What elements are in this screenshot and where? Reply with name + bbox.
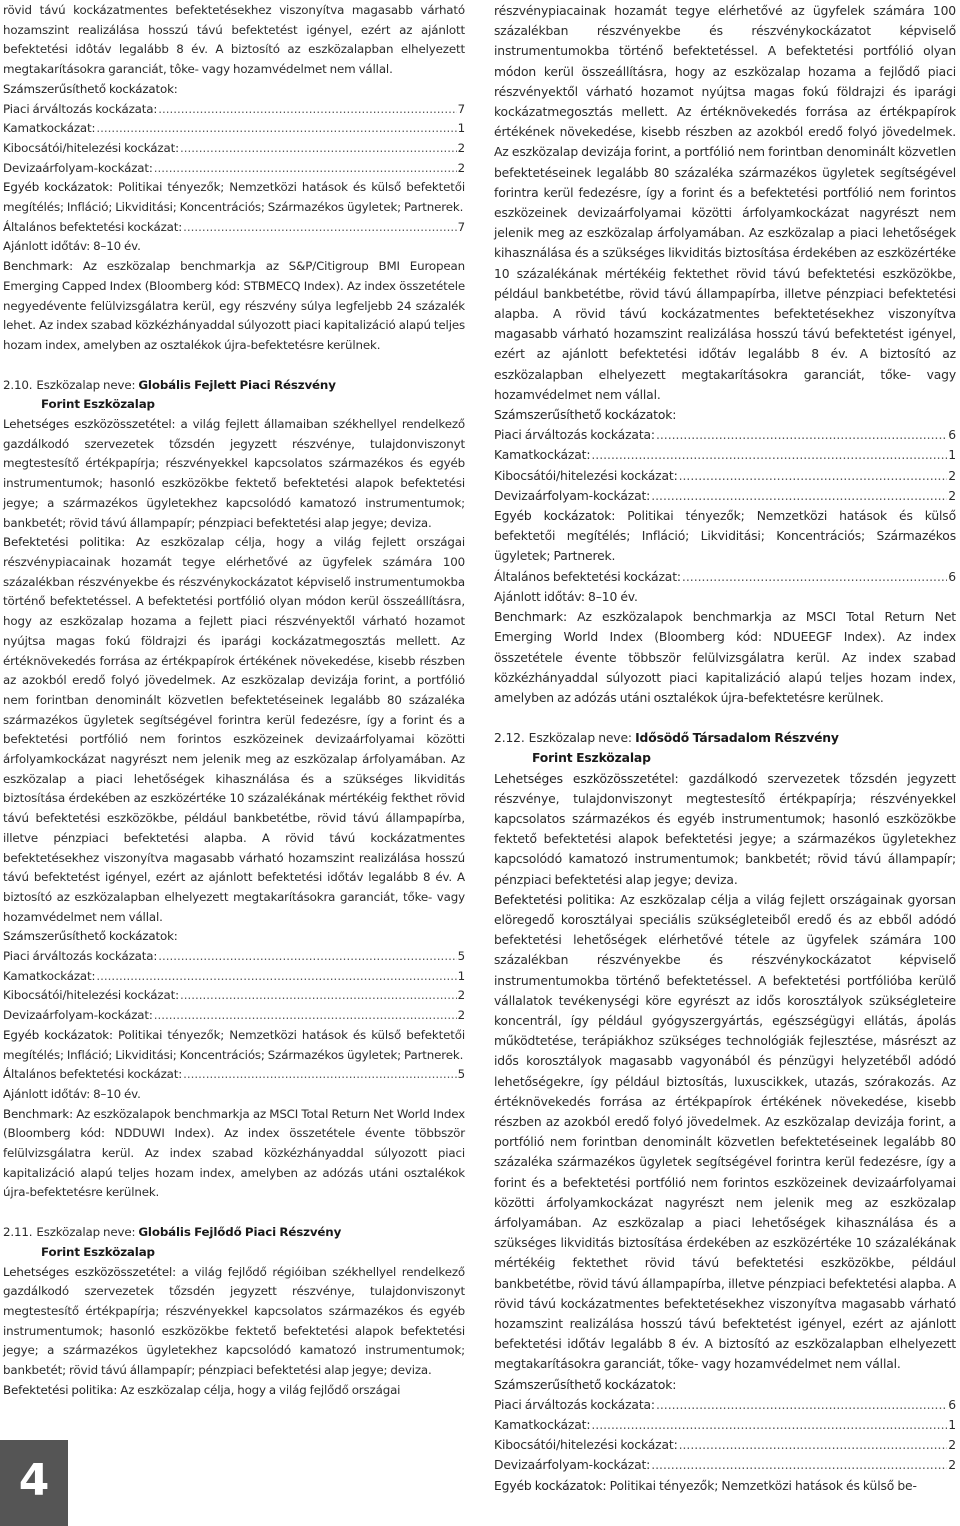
other-risks — [3, 1026, 465, 1065]
general-risk-label: Általános befektetési kockázat: — [494, 569, 681, 584]
other-risks-label: Egyéb kockázatok: — [3, 1027, 113, 1042]
composition-label: Lehetséges eszközösszetétel: — [494, 771, 679, 786]
benchmark-label: Benchmark: — [3, 259, 73, 274]
composition-text: a világ fejlődő régióiban székhellyel rendelkező gazdálkodó szervezetek tőzsdén jegyzett részvénye, tulajdonviszonyt megtestesítő értékpapírja; részvényekkel kapcsolatos származékos és egyéb instrumentumok; hasonló eszközökbe fektető befektetési alapok befektetési jegye; a származékos ügyletekhez kapcsolódó kamatozó instrumentumok; bankbetét; rövid távú állampapír; pénzpiaci befektetési alap jegye; deviza. — [3, 1264, 465, 1378]
benchmark-text: Az eszközalap benchmarkja az S&P/Citigroup BMI European Emerging Capped Index (Bloomberg kód: STBMECQ Index). Az index összetétele negyedévente felülvizsgálatra kerül, egy részvény súlya legfeljebb 24 százalék lehet. Az index szabad közkézhányaddal súlyozott piaci kapitalizáció alapú teljes hozam index, amelyben az osztalékok újra-befektetésre kerülnek. — [3, 259, 465, 352]
general-risk-row — [494, 567, 956, 587]
risk-row — [494, 1455, 956, 1475]
section-heading-2-12: 2.12. Eszközalap neve: Idősödő Társadalom Részvény — [494, 731, 839, 746]
fund-name-line2: Forint Eszközalap — [41, 397, 155, 412]
risk-value: 1 — [948, 1418, 956, 1433]
risk-row — [3, 947, 465, 967]
risk-label: Kamatkockázat: — [3, 121, 96, 136]
risk-label: Piaci árváltozás kockázata: — [494, 1397, 655, 1412]
other-risks-label: Egyéb kockázatok: — [3, 180, 113, 195]
risk-row — [494, 1415, 956, 1435]
section-heading-2-10: 2.10. Eszközalap neve: Globális Fejlett Piaci Részvény — [3, 377, 336, 392]
risk-label: Devizaárfolyam-kockázat: — [494, 488, 651, 503]
composition-paragraph — [494, 769, 956, 890]
policy-paragraph — [3, 1381, 465, 1401]
other-risks-text: Politikai tényezők; Nemzetközi hatások és külső befektetői megítélés; Infláció; Likviditási; Koncentrációs; Származékos ügyletek; Partnerek. — [494, 509, 956, 564]
risk-row — [3, 100, 465, 120]
risk-value: 5 — [457, 949, 465, 964]
policy-paragraph — [3, 533, 465, 927]
general-risk-value: 7 — [457, 219, 465, 234]
page-number: 4 — [0, 1440, 68, 1526]
risk-value: 7 — [457, 101, 465, 116]
risk-row — [3, 139, 465, 159]
other-risks-label: Egyéb kockázatok: — [494, 509, 616, 524]
risk-value: 2 — [457, 988, 465, 1003]
risk-value: 2 — [948, 1458, 956, 1473]
policy-continuation: részvénypiacainak hozamát tegye elérhetővé az ügyfelek számára 100 százalékban részvényekbe és részvénykockázatot képviselő instrumentumokba történő befektetéssel. A befektetési portfólió olyan módon kerül összeállításra, hogy az eszközalap hozama a fejlődő piaci részvényektől várható hozamot nyújtsa magas fokú földrajzi és iparági kockázatmegosztás mellett. Az értéknövekedés forrása az értékpapírok értékének növekedése, kisebb részben az azokból eredő folyó jövedelmek. Az eszközalap devizája forint, a portfólió nem forintban denominált közvetlen befektetéseinek legalább 80 százaléka származékos ügyletek segítségével forintra kerül fedezésre, így a forint és a befektetési portfólió nem forintos eszközeinek devizaárfolyamai közötti árfolyamkockázat nagyrészt nem jelenik meg az eszközalap árfolyamában. Az eszközalap a piaci lehetőségek kihasználása és a szükséges likviditás biztosítása érdekében az eszközértéke 10 százalékának mértékéig fektethet rövid távú befektetési eszközökbe, például bankbetétbe, rövid távú állampapírba, illetve pénzpiaci befektetési alapba. A rövid távú kockázatmentes befektetésekhez viszonyítva magasabb várható hozamszint realizálása hosszú távú befektetést igényel, ezért az ajánlott befektetési időtáv legalább 8 év. A biztosító az eszközalapban elhelyezett megtakarításokra garanciát, tőke- vagy hozamvédelmet nem vállal. — [494, 4, 956, 402]
policy-text: Az eszközalap célja a világ fejlett országainak gyorsan elöregedő korosztályai speciális szükségleteiből eredő és az ebből adódó befektetési lehetőségek elérhetővé tétele az ügyfelek számára 100 százalékban részvényekbe és részvénykockázatot képviselő instrumentumokba történő befektetéssel. A befektetési portfólióba kerülő vállalatok tevékenységi köre egyrészt az idős korosztályok szükségleteire koncentrál, így például gyógyszergyártás, egészségügyi ellátás, ápolás működtetése, terápiákhoz szükséges technológiák fejlesztése, másrészt az idős korosztályok magasabb vagyonából és pénzügyi helyzetéből adódó lehetőségekre, így például biztosítás, luxuscikkek, utazás, szórakozás. Az értéknövekedés forrása az értékpapírok értékének növekedése, kisebb részben az azokból eredő folyó jövedelmek. Az eszközalap devizája forint, a portfólió nem forintban denominált közvetlen befektetéseinek legalább 80 százaléka származékos ügyletek segítségével forintra kerül fedezésre, így a forint és a befektetési portfólió nem forintos eszközeinek devizaárfolyamai közötti árfolyamkockázat nagyrészt nem jelenik meg az eszközalap árfolyamában. Az eszközalap a piaci lehetőségek kihasználása és a szükséges likviditás biztosítása érdekében az eszközértéke 10 százalékának mértékéig fektethet rövid távú befektetési eszközökbe, például bankbetétbe, rövid távú állampapírba, illetve pénzpiaci befektetési alapba. A rövid távú kockázatmentes befektetésekhez viszonyítva magasabb várható hozamszint realizálása hosszú távú befektetést igényel, ezért az ajánlott befektetési időtáv legalább 8 év. A biztosító az eszközalapban elhelyezett megtakarításokra garanciát, tőke- vagy hozamvédelmet nem vállal. — [494, 892, 956, 1372]
section-heading-2-11: 2.11. Eszközalap neve: Globális Fejlődő Piaci Részvény — [3, 1225, 342, 1240]
quant-risks-title: Számszerűsíthető kockázatok: — [494, 1377, 677, 1392]
composition-text: gazdálkodó szervezetek tőzsdén jegyzett részvénye, tulajdonviszonyt megtestesítő értékpapírja; részvényekkel kapcsolatos származékos és egyéb instrumentumok; hasonló eszközökbe fektető befektetési alapok befektetési jegye; a származékos ügyletekhez kapcsolódó kamatozó instrumentumok; bankbetét; rövid távú állampapír; pénzpiaci befektetési alap jegye; deviza. — [494, 771, 956, 887]
composition-label: Lehetséges eszközösszetétel: — [3, 1264, 176, 1279]
risk-label: Kamatkockázat: — [494, 1418, 591, 1433]
general-risk-label: Általános befektetési kockázat: — [3, 219, 183, 234]
recommended-horizon: Ajánlott időtáv: 8–10 év. — [3, 1086, 141, 1101]
policy-text: Az eszközalap célja, hogy a világ fejlett országai részvénypiacainak hozamát tegye elérhetővé az ügyfelek számára 100 százalékban részvényekbe és részvénykockázatot képviselő instrumentumokba történő befektetéssel. A befektetési portfólió olyan módon kerül összeállításra, hogy az eszközalap hozama a fejlett piaci részvényektől várható hozamot nyújtsa magas fokú földrajzi és iparági kockázatmegosztás mellett. Az értéknövekedés forrása az értékpapírok értékének növekedése, kisebb részben az azokból eredő folyó jövedelmek. Az eszközalap devizája forint, a portfólió nem forintban denominált közvetlen befektetéseinek legalább 80 százaléka származékos ügyletek segítségével forintra kerül fedezésre, így a forint és a befektetési portfólió nem forintos eszközeinek devizaárfolyamai közötti árfolyamkockázat nagyrészt nem jelenik meg az eszközalap árfolyamában. Az eszközalap a piaci lehetőségek kihasználása és a szükséges likviditás biztosítása érdekében az eszközértéke 10 százalékának mértékéig fekthet rövid távú befektetési eszközökbe, például bankbetétbe, rövid távú állampapírba, illetve pénzpiaci befektetési alapba. A rövid távú kockázatmentes befektetésekhez viszonyítva magasabb várható hozamszint realizálása hosszú távú befektetést igényel, ezért az ajánlott befektetési időtáv legalább 8 év. A biztosító az eszközalapban elhelyezett megtakarításokra garanciát, tőke- vagy hozamvédelmet nem vállal. — [3, 535, 466, 924]
composition-paragraph — [3, 415, 465, 533]
fund-name-line2: Forint Eszközalap — [532, 751, 651, 766]
benchmark-paragraph — [494, 607, 956, 708]
general-risk-value: 5 — [457, 1067, 465, 1082]
risk-label: Kibocsátói/hitelezési kockázat: — [3, 988, 179, 1003]
fund-name: Idősödő Társadalom Részvény — [635, 731, 839, 746]
policy-paragraph — [494, 890, 956, 1375]
general-risk-value: 6 — [948, 569, 956, 584]
risk-value: 2 — [948, 468, 956, 483]
right-column — [494, 1, 956, 1496]
risk-value: 2 — [457, 1008, 465, 1023]
risk-value: 2 — [457, 140, 465, 155]
benchmark-paragraph — [3, 1105, 465, 1204]
other-risks-text: Politikai tényezők; Nemzetközi hatások és külső be- — [609, 1478, 917, 1493]
quant-risks-title: Számszerűsíthető kockázatok: — [494, 408, 677, 423]
recommended-horizon: Ajánlott időtáv: 8–10 év. — [3, 239, 141, 254]
composition-label: Lehetséges eszközösszetétel: — [3, 417, 176, 432]
benchmark-label: Benchmark: — [494, 610, 567, 625]
risk-value: 1 — [948, 448, 956, 463]
risk-value: 2 — [457, 160, 465, 175]
policy-label: Befektetési politika: — [3, 1382, 118, 1397]
risk-row — [3, 119, 465, 139]
general-risk-row — [3, 1065, 465, 1085]
risk-row — [494, 445, 956, 465]
risk-row — [3, 1006, 465, 1026]
recommended-horizon: Ajánlott időtáv: 8–10 év. — [494, 589, 638, 604]
fund-name: Globális Fejlődő Piaci Részvény — [138, 1225, 342, 1240]
risk-row — [3, 159, 465, 179]
benchmark-paragraph — [3, 257, 465, 356]
other-risks-text: Politikai tényezők; Nemzetközi hatások és külső befektetői megítélés; Infláció; Likviditási; Koncentrációs; Származékos ügyletek; Partnerek. — [3, 180, 466, 215]
risk-label: Devizaárfolyam-kockázat: — [494, 1458, 651, 1473]
left-column — [3, 1, 465, 1401]
composition-text: a világ fejlett államaiban székhellyel rendelkező gazdálkodó szervezetek tőzsdén jegyzett részvénye, tulajdonviszonyt megtestesítő értékpapírja; részvényekkel kapcsolatos származékos és egyéb instrumentumok; hasonló eszközökbe fektető befektetési alapok befektetési jegye; a származékos ügyletekhez kapcsolódó kamatozó instrumentumok; bankbetét; rövid távú állampapír; pénzpiaci befektetési alap jegye; deviza. — [3, 417, 466, 530]
risk-label: Piaci árváltozás kockázata: — [3, 101, 158, 116]
risk-value: 1 — [457, 121, 465, 136]
risk-row — [494, 466, 956, 486]
fund-name-prefix: Eszközalap neve: — [36, 377, 136, 392]
risk-value: 1 — [457, 968, 465, 983]
other-risks-text: Politikai tényezők; Nemzetközi hatások és külső befektetői megítélés; Infláció; Likviditási; Koncentrációs; Származékos ügyletek; Partnerek. — [3, 1027, 466, 1062]
risk-row — [494, 1395, 956, 1415]
policy-label: Befektetési politika: — [3, 535, 126, 550]
risk-row — [494, 486, 956, 506]
general-risk-row — [3, 218, 465, 238]
risk-row — [494, 425, 956, 445]
other-risks — [494, 506, 956, 567]
quant-risks-title: Számszerűsíthető kockázatok: — [3, 929, 178, 944]
risk-row — [494, 1435, 956, 1455]
fund-name-prefix: Eszközalap neve: — [36, 1225, 136, 1240]
risk-label: Kibocsátói/hitelezési kockázat: — [3, 140, 179, 155]
quant-risks-title: Számszerűsíthető kockázatok: — [3, 81, 178, 96]
benchmark-text: Az eszközalapok benchmarkja az MSCI Total Return Net World Index (Bloomberg kód: NDDUWI Index). Az index összetétele évente többször felülvizsgálatra kerül. Az index szabad közkézhányaddal súlyozott piaci kapitalizáció alapú teljes hozam index, amelyben az adózás utáni osztalékok újra-befektetésre kerülnek. — [3, 1106, 465, 1200]
benchmark-label: Benchmark: — [3, 1106, 73, 1121]
risk-label: Devizaárfolyam-kockázat: — [3, 160, 153, 175]
risk-row — [3, 986, 465, 1006]
risk-value: 6 — [948, 1397, 956, 1412]
risk-value: 2 — [948, 1438, 956, 1453]
risk-label: Piaci árváltozás kockázata: — [3, 949, 158, 964]
risk-row — [3, 967, 465, 987]
risk-label: Kamatkockázat: — [3, 968, 96, 983]
risk-label: Piaci árváltozás kockázata: — [494, 428, 655, 443]
fund-name-prefix: Eszközalap neve: — [528, 731, 632, 746]
other-risks — [3, 178, 465, 217]
risk-value: 6 — [948, 428, 956, 443]
composition-paragraph — [3, 1263, 465, 1381]
risk-label: Kibocsátói/hitelezési kockázat: — [494, 468, 678, 483]
fund-name: Globális Fejlett Piaci Részvény — [138, 377, 336, 392]
risk-label: Kamatkockázat: — [494, 448, 591, 463]
other-risks-label: Egyéb kockázatok: — [494, 1478, 607, 1493]
general-risk-label: Általános befektetési kockázat: — [3, 1067, 183, 1082]
risk-label: Kibocsátói/hitelezési kockázat: — [494, 1438, 678, 1453]
risk-label: Devizaárfolyam-kockázat: — [3, 1008, 153, 1023]
risk-value: 2 — [948, 488, 956, 503]
policy-text: Az eszközalap célja, hogy a világ fejlődő országai — [120, 1382, 401, 1397]
fund-name-line2: Forint Eszközalap — [41, 1244, 155, 1259]
benchmark-text: Az eszközalapok benchmarkja az MSCI Total Return Net Emerging World Index (Bloomberg kód: NDUEEGF Index). Az index összetétele évente többször felülvizsgálatra kerül. Az index szabad közkézhányaddal súlyozott piaci kapitalizáció alapú teljes hozam index, amelyben az adózás utáni osztalékok újra-befektetésre kerülnek. — [494, 610, 956, 705]
intro-paragraph: rövid távú kockázatmentes befektetésekhez viszonyítva magasabb várható hozamszint realizálása hosszú távú befektetést igényel, ezért az ajánlott befektetési idôtáv legalább 8 év. A biztosító az eszközalapban elhelyezett megtakarításokra garanciát, tôke- vagy hozamvédelmet nem vállal. — [3, 3, 465, 77]
policy-label: Befektetési politika: — [494, 892, 615, 907]
other-risks — [494, 1476, 956, 1496]
